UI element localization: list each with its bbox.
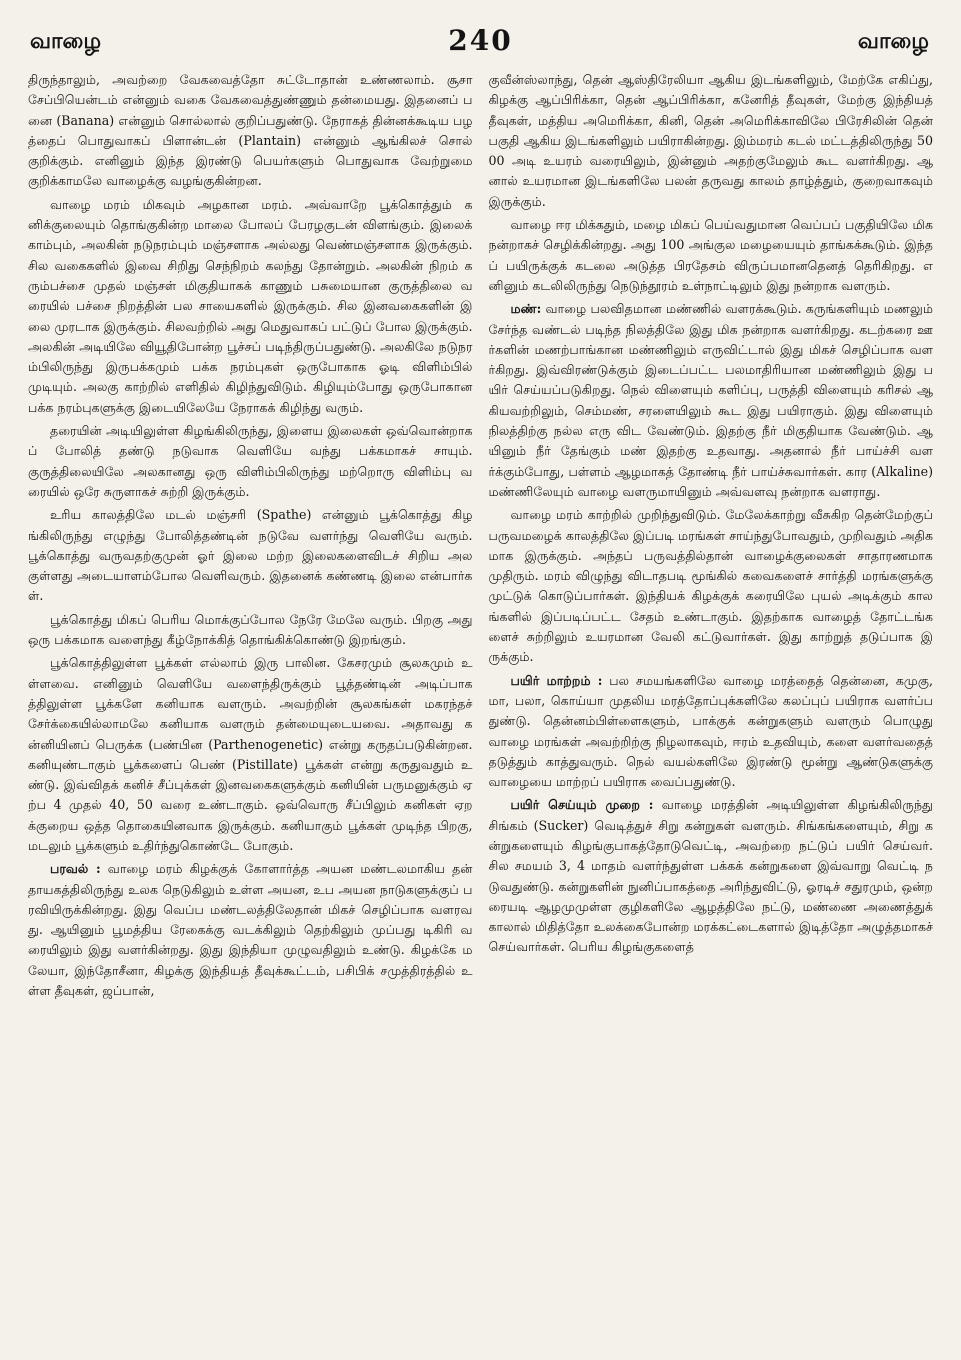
paragraph-cultivation-method: பயிர் செய்யும் முறை : வாழை மரத்தின் அடியிலுள்ள கிழங்கிலிருந்து சிங்கம் (Sucker) வெடித்துச் சிறு கன்றுகள் வளரும். சிங்கங்களையும், சிறு கன்றுகளையும் கிழங்குபாகத்தோடுவெட்டி, அவற்றை நட்டுப் பயிர் செய்வர். சில சமயம் 3, 4 மாதம் வளர்ந்துள்ள பக்கக் கன்றுகளை இவ்வாறு வெட்டி நடுவதுண்டு. கன்றுகளின் நுனிப்பாகத்தை அரிந்துவிட்டு, ஓரடிச் சதுரமும், ஒன்றரையடி ஆழமுமுள்ள குழிகளிலே ஆழத்திலே நட்டு, மண்ணை அணைத்துக் காலால் மிதித்தோ உலக்கைபோன்ற மரக்கட்டைகளால் இடித்தோ அழுத்தமாகச் செய்வார்கள். பெரிய கிழங்குகளைத் [488, 797, 933, 955]
paragraph-soil: மண்: வாழை பலவிதமான மண்ணில் வளரக்கூடும். கருங்களியும் மணலும் சேர்ந்த வண்டல் படிந்த நிலத்திலே இது மிக நன்றாக வளர்கிறது. கடற்கரை ஊர்களின் மணற்பாங்கான மண்ணிலும் எருவிட்டால் இது மிகச் செழிப்பாக வளர்கிறது. இவ்விரண்டுக்கும் இடைப்பட்ட பலமாதிரியான மண்ணிலும் இது பயிர் செய்யப்படுகிறது. நெல் விளையும் களிப்பு, பருத்தி விளையும் கரிசல் ஆகியவற்றிலும், செம்மண், சரளையிலும் கூட இது பயிராகும். இது விளையும் நிலத்திற்கு நல்ல எரு விட வேண்டும். இதற்கு நீர் மிகுதியாக வேண்டும். ஆயினும் நீர் தேங்கும் மண் இதற்கு உதவாது. அதனால் நீர் பாய்ச்சி வளர்க்கும்போது, பள்ளம் ஆழமாகத் தோண்டி நீர் பாய்ச்சுவார்கள். கார (Alkaline) மண்ணிலேயும் வாழை வளருமாயினும் அவ்வளவு நன்றாக வளராது. [488, 301, 933, 499]
paragraph: தரையின் அடியிலுள்ள கிழங்கிலிருந்து, இளைய இலைகள் ஒவ்வொன்றாகப் போலித் தண்டு நடுவாக வெளியே வந்து பக்கமாகச் சாயும். குருத்திலையிலே அலகானது ஒரு விளிம்பிலிருந்து மற்றொரு விளிம்பு வரையில் ஒரே சுருளாகச் சுற்றி இருக்கும். [28, 423, 473, 499]
running-head-left: வாழை [30, 28, 102, 54]
left-column [28, 70, 473, 1345]
section-lead: மண்: [510, 301, 542, 317]
paragraph: உரிய காலத்திலே மடல் மஞ்சரி (Spathe) என்னும் பூக்கொத்து கிழங்கிலிருந்து எழுந்து போலித்தண்டின் நடுவே வளர்ந்து வெளியே வரும். பூக்கொத்து வருவதற்குமுன் ஓர் இலை மற்ற இலைகளைவிடச் சிறிய அலகுள்ளது அடையாளம்போல வெளிவரும். இதனைக் கண்ணடி இலை என்பார்கள். [28, 507, 473, 604]
paragraph-crop-rotation: பயிர் மாற்றம் : பல சமயங்களிலே வாழை மரத்தைத் தென்னை, கமுகு, மா, பலா, கொய்யா முதலிய மரத்தோப்புக்களிலே கலப்புப் பயிராக வளர்ப்பதுண்டு. தென்னம்பிள்ளைகளும், பாக்குக் கன்றுகளும் வளரும் பொழுது வாழை மரங்கள் அவற்றிற்கு நிழலாகவும், ஈரம் உதவியும், களை வளர்வதைத் தடுத்தும் காத்துவரும். நெல் வயல்களிலே இரண்டு மூன்று ஆண்டுகளுக்கு வாழையை மாற்றப் பயிராக வைப்பதுண்டு. [488, 672, 933, 790]
right-column [489, 70, 934, 1345]
paragraph: திருந்தாலும், அவற்றை வேகவைத்தோ சுட்டோதான் உண்ணலாம். சூசா சேப்பியென்டம் என்னும் வகை வேகவைத்துண்ணும் தன்மையது. இதனைப் பனை (Banana) என்னும் சொல்லால் குறிப்பதுண்டு. நேராகத் தின்னக்கூடிய பழத்தைப் பொதுவாகப் பிளான்டன் (Plantain) என்னும் ஆங்கிலச் சொல் குறிக்கும். எனினும் இந்த இரண்டு பெயர்களும் பொதுவாக வேற்றுமை குறிக்காமலே வாழைக்கு வழங்குகின்றன. [28, 72, 473, 189]
page-header [28, 24, 933, 70]
page-number: 240 [448, 24, 513, 57]
text-columns [28, 70, 933, 1345]
paragraph: வாழை மரம் மிகவும் அழகான மரம். அவ்வாறே பூக்கொத்தும் கனிக்குலையும் தொங்குகின்ற மாலை போலப் பேரழகுடன் விளங்கும். இலைக் காம்பும், அலகின் நடுநரம்பும் மஞ்சளாக அல்லது வெண்மஞ்சளாக இருக்கும். சில வகைகளில் இவை சிறிது செந்நிறம் கலந்து தோன்றும். அலகின் நிறம் கரும்பச்சை முதல் மஞ்சள் மிகுதியாகக் காணும் பசுமையான குருத்திலை வரையில் பச்சை நிறத்தின் பல சாயைகளில் இருக்கும். சில இனவகைகளின் இலை முரடாக இருக்கும். சிலவற்றில் அது மெதுவாகப் பட்டுப் போல இருக்கும். அலகின் அடியிலே வியூதிபோன்ற பூச்சப் படிந்திருப்பதுண்டு. அலகிலே நடுநரம்பிலிருந்து இருபக்கமும் பக்க நரம்புகள் ஒருபோகாக ஓடி விளிம்பில் முடியும். அலகு காற்றில் எளிதில் கிழிந்துவிடும். கிழியும்போது ஒருபோகான பக்க நரம்புகளுக்கு இடையிலேயே நேராகக் கிழிந்து வரும். [28, 196, 473, 415]
paragraph: பூக்கொத்து மிகப் பெரிய மொக்குப்போல நேரே மேலே வரும். பிறகு அது ஒரு பக்கமாக வளைந்து கீழ்நோக்கித் தொங்கிக்கொண்டு இறங்கும். [28, 611, 473, 648]
section-lead: பரவல் : [50, 861, 101, 877]
section-lead: பயிர் மாற்றம் : [510, 672, 603, 688]
running-head-right: வாழை [857, 28, 929, 54]
paragraph-distribution: பரவல் : வாழை மரம் கிழக்குக் கோளார்த்த அயன மண்டலமாகிய தன் தாயகத்திலிருந்து உலக நெடுகிலும் உள்ள அயன, உப அயன நாடுகளுக்குப் பரவியிருக்கின்றது. இது வெப்ப மண்டலத்திலேதான் மிகச் செழிப்பாக வளரவது. ஆயினும் பூமத்திய ரேகைக்கு வடக்கிலும் தெற்கிலும் முப்பது டிகிரி வரையிலும் இது வளர்கின்றது. இது இந்தியா முழுவதிலும் உண்டு. கிழக்கே மலேயா, இந்தோசீனா, கிழக்கு இந்தியத் தீவுக்கூட்டம், பசிபிக் சமுத்திரத்தில் உள்ள தீவுகள், ஜப்பான், [28, 861, 473, 999]
paragraph: குவீன்ஸ்லாந்து, தென் ஆஸ்திரேலியா ஆகிய இடங்களிலும், மேற்கே எகிப்து, கிழக்கு ஆப்பிரிக்கா, தென் ஆப்பிரிக்கா, கனேரித் தீவுகள், மேற்கு இந்தியத் தீவுகள், மத்திய அமெரிக்கா, கினி, தென் அமெரிக்காவிலே பிரேசிலின் தென் பகுதி ஆகிய இடங்களிலும் பயிராகின்றது. இம்மரம் கடல் மட்டத்திலிருந்து 5000 அடி உயரம் வரையிலும், இன்னும் அதற்குமேலும் கூட வளர்கிறது. ஆனால் உயரமான இடங்களிலே பலன் தருவது காலம் தாழ்த்தும், குறைவாகவும் இருக்கும். [488, 72, 933, 209]
paragraph: வாழை ஈர மிக்கதும், மழை மிகப் பெய்வதுமான வெப்பப் பகுதியிலே மிக நன்றாகச் செழிக்கின்றது. அது 100 அங்குல மழையையும் தாங்கக்கூடும். இந்தப் பயிருக்குக் கடலை அடுத்த பிரதேசம் விருப்பமானதெனத் தெரிகிறது. எனினும் கடலிலிருந்து நெடுந்தூரம் உள்நாட்டிலும் இது நன்றாக வளரும். [488, 217, 933, 293]
paragraph: வாழை மரம் காற்றில் முறிந்துவிடும். மேலேக்காற்று வீசுகிற தென்மேற்குப் பருவமழைக் காலத்திலே இப்படி மரங்கள் சாய்ந்துபோவதும், முறிவதும் அதிகமாக இருக்கும். அந்தப் பருவத்தில்தான் வாழைக்குலைகள் சாதாரணமாக முதிரும். மரம் விழுந்து விடாதபடி மூங்கில் கவைகளைச் சார்த்தி மரங்களுக்கு முட்டுக் கொடுப்பார்கள். இந்தியக் கிழக்குக் கரையிலே புயல் அடிக்கும் காலங்களில் இப்படிப்பட்ட சேதம் உண்டாகும். இதற்காக வாழைத் தோட்டங்களைச் சுற்றிலும் உயரமான வேலி கட்டுவார்கள். இது காற்றுத் தடுப்பாக இருக்கும். [488, 507, 933, 665]
section-lead: பயிர் செய்யும் முறை : [510, 797, 654, 813]
paragraph: பூக்கொத்திலுள்ள பூக்கள் எல்லாம் இரு பாலின. கேசரமும் சூலகமும் உள்ளவை. எனினும் வெளியே வளைந்திருக்கும் பூத்தண்டின் அடிப்பாகத்திலுள்ள பூக்களே கனியாக வளரும். அவற்றின் சூலகங்கள் மகரந்தச் சேர்க்கையில்லாமலே கனியாக வளரும் தன்மையுடையவை. அதாவது கன்னியினப் பெருக்க (பண்பின (Parthenogenetic) என்று கருதப்படுகின்றன. கனியுண்டாகும் பூக்களைப் பெண் (Pistillate) பூக்கள் என்று கருதுவதும் உண்டு. இவ்விதக் கனிச் சீப்புக்கள் இனவகைகளுக்கும் கனியின் பருமனுக்கும் ஏற்ப 4 முதல் 40, 50 வரை உண்டாகும். ஒவ்வொரு சீப்பிலும் கனிகள் ஏறக்குறைய ஒத்த தொகையினவாக இருக்கும். கனியாகும் பூக்கள் முடிந்த பிறகு, மடலும் பூக்களும் உதிர்ந்துகொண்டே போகும். [28, 655, 473, 853]
